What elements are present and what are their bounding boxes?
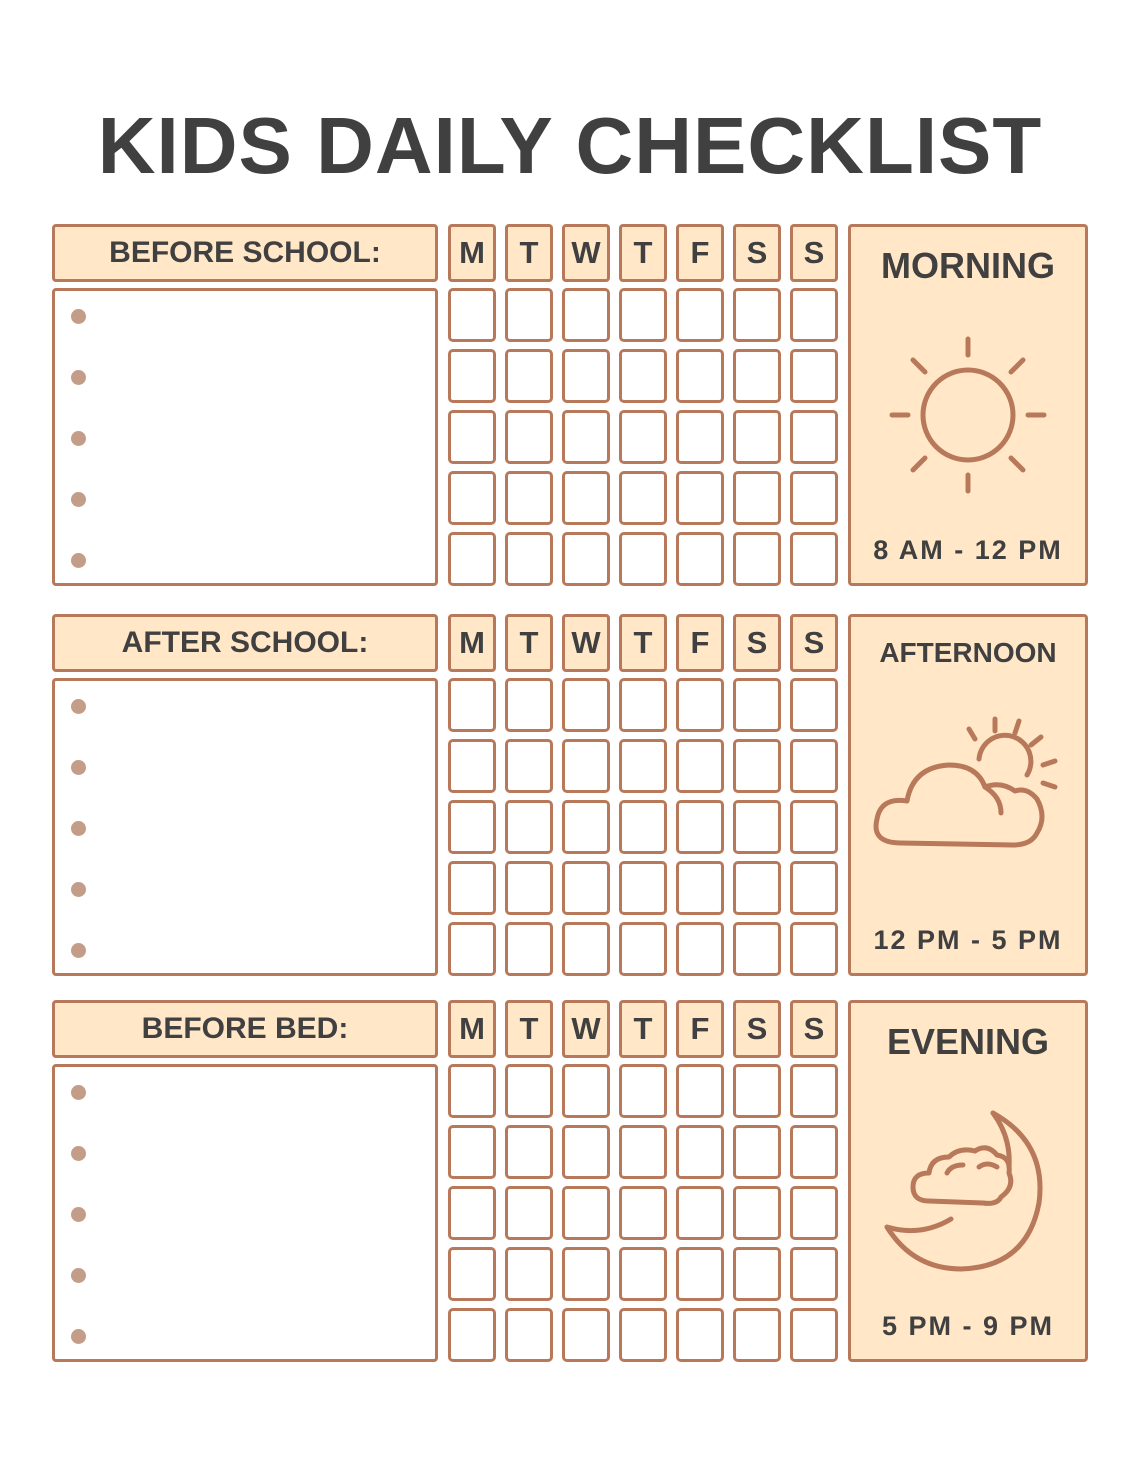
- checkbox[interactable]: [733, 678, 781, 732]
- bullet-dot: [71, 1329, 86, 1344]
- period-time: 12 PM - 5 PM: [873, 925, 1063, 955]
- bullet-dot: [71, 882, 86, 897]
- checkbox[interactable]: [505, 861, 553, 915]
- period-time: 5 PM - 9 PM: [881, 1311, 1055, 1341]
- page-title: KIDS DAILY CHECKLIST: [97, 101, 1043, 190]
- checkbox[interactable]: [448, 471, 496, 525]
- checkbox[interactable]: [505, 1186, 553, 1240]
- checkbox[interactable]: [448, 1247, 496, 1301]
- checkbox[interactable]: [733, 861, 781, 915]
- checkbox[interactable]: [790, 1125, 838, 1179]
- bullet-dot: [71, 553, 86, 568]
- checkbox[interactable]: [619, 532, 667, 586]
- checkbox[interactable]: [676, 1308, 724, 1362]
- checkbox[interactable]: [619, 1247, 667, 1301]
- checkbox[interactable]: [562, 410, 610, 464]
- bullet-dot: [71, 943, 86, 958]
- day-header: S: [790, 1000, 838, 1058]
- checkbox[interactable]: [505, 1125, 553, 1179]
- bullet-dot: [71, 1207, 86, 1222]
- period-time: 8 AM - 12 PM: [873, 535, 1063, 565]
- bullet-dot: [71, 492, 86, 507]
- checkbox[interactable]: [619, 288, 667, 342]
- checkbox[interactable]: [733, 532, 781, 586]
- checkbox[interactable]: [733, 739, 781, 793]
- checkbox[interactable]: [619, 678, 667, 732]
- checkbox[interactable]: [505, 349, 553, 403]
- checkbox[interactable]: [733, 410, 781, 464]
- checkbox[interactable]: [790, 1064, 838, 1118]
- checkbox[interactable]: [676, 349, 724, 403]
- checkbox[interactable]: [790, 410, 838, 464]
- day-header: S: [733, 224, 781, 282]
- checkbox[interactable]: [448, 922, 496, 976]
- checkbox[interactable]: [790, 1247, 838, 1301]
- checkbox[interactable]: [619, 1308, 667, 1362]
- checkbox[interactable]: [448, 288, 496, 342]
- checkbox[interactable]: [790, 349, 838, 403]
- task-list[interactable]: [52, 288, 438, 586]
- checkbox[interactable]: [505, 1247, 553, 1301]
- checkbox[interactable]: [562, 471, 610, 525]
- day-header: M: [448, 224, 496, 282]
- checkbox[interactable]: [448, 1308, 496, 1362]
- checkbox[interactable]: [676, 471, 724, 525]
- checkbox[interactable]: [448, 861, 496, 915]
- period-panel: [848, 1000, 1088, 1362]
- checkbox[interactable]: [790, 1308, 838, 1362]
- checkbox[interactable]: [619, 739, 667, 793]
- checkbox[interactable]: [562, 532, 610, 586]
- task-list[interactable]: [52, 1064, 438, 1362]
- checkbox[interactable]: [676, 1186, 724, 1240]
- checkbox[interactable]: [676, 800, 724, 854]
- checkbox[interactable]: [562, 739, 610, 793]
- checkbox[interactable]: [562, 1186, 610, 1240]
- period-panel: [848, 614, 1088, 976]
- period-title: MORNING: [881, 245, 1055, 286]
- day-header: S: [733, 1000, 781, 1058]
- checkbox[interactable]: [562, 922, 610, 976]
- checkbox[interactable]: [676, 410, 724, 464]
- checkbox[interactable]: [448, 739, 496, 793]
- cloud-sun-icon: [851, 713, 1085, 863]
- section-before-school: [52, 224, 1088, 586]
- bullet-dot: [71, 699, 86, 714]
- checkbox[interactable]: [505, 410, 553, 464]
- checkbox[interactable]: [505, 922, 553, 976]
- checkbox[interactable]: [790, 1186, 838, 1240]
- day-header: F: [676, 224, 724, 282]
- checkbox[interactable]: [562, 678, 610, 732]
- day-header: M: [448, 614, 496, 672]
- section-before-bed: [52, 1000, 1088, 1362]
- checkbox[interactable]: [676, 861, 724, 915]
- day-header: W: [562, 1000, 610, 1058]
- checkbox[interactable]: [790, 532, 838, 586]
- checkbox[interactable]: [505, 1308, 553, 1362]
- checkbox[interactable]: [505, 678, 553, 732]
- period-title: AFTERNOON: [879, 637, 1057, 668]
- sun-icon: [851, 327, 1085, 507]
- checkbox[interactable]: [619, 1186, 667, 1240]
- checkbox[interactable]: [562, 1247, 610, 1301]
- checkbox[interactable]: [448, 532, 496, 586]
- checkbox[interactable]: [733, 800, 781, 854]
- checkbox[interactable]: [448, 349, 496, 403]
- day-header: T: [505, 614, 553, 672]
- day-header: T: [505, 224, 553, 282]
- day-header: W: [562, 614, 610, 672]
- checkbox[interactable]: [790, 471, 838, 525]
- day-header: S: [790, 614, 838, 672]
- checkbox[interactable]: [676, 532, 724, 586]
- checkbox[interactable]: [505, 471, 553, 525]
- checkbox[interactable]: [790, 800, 838, 854]
- checkbox[interactable]: [562, 1308, 610, 1362]
- day-header: F: [676, 614, 724, 672]
- checkbox[interactable]: [790, 861, 838, 915]
- checkbox[interactable]: [619, 1125, 667, 1179]
- checkbox[interactable]: [505, 1064, 553, 1118]
- day-header: T: [619, 614, 667, 672]
- checkbox[interactable]: [619, 349, 667, 403]
- bullet-dot: [71, 1085, 86, 1100]
- checkbox[interactable]: [733, 1186, 781, 1240]
- day-header: F: [676, 1000, 724, 1058]
- checkbox[interactable]: [562, 1125, 610, 1179]
- checkbox[interactable]: [619, 922, 667, 976]
- day-header: T: [505, 1000, 553, 1058]
- checkbox[interactable]: [733, 1064, 781, 1118]
- section-label: BEFORE SCHOOL:: [52, 224, 438, 282]
- checkbox[interactable]: [448, 678, 496, 732]
- day-header: M: [448, 1000, 496, 1058]
- bullet-dot: [71, 309, 86, 324]
- checkbox[interactable]: [790, 288, 838, 342]
- checkbox[interactable]: [676, 678, 724, 732]
- bullet-dot: [71, 431, 86, 446]
- checkbox[interactable]: [562, 861, 610, 915]
- checkbox[interactable]: [619, 800, 667, 854]
- checkbox[interactable]: [448, 1064, 496, 1118]
- checkbox[interactable]: [562, 800, 610, 854]
- checkbox[interactable]: [676, 1247, 724, 1301]
- checkbox[interactable]: [619, 861, 667, 915]
- checkbox[interactable]: [505, 532, 553, 586]
- checkbox[interactable]: [448, 410, 496, 464]
- checkbox[interactable]: [733, 1308, 781, 1362]
- checkbox[interactable]: [790, 678, 838, 732]
- checkbox[interactable]: [676, 739, 724, 793]
- checkbox[interactable]: [505, 739, 553, 793]
- checkbox[interactable]: [448, 1125, 496, 1179]
- checkbox[interactable]: [733, 288, 781, 342]
- day-header: T: [619, 224, 667, 282]
- bullet-dot: [71, 370, 86, 385]
- checkbox[interactable]: [733, 1125, 781, 1179]
- section-after-school: [52, 614, 1088, 976]
- section-label: AFTER SCHOOL:: [52, 614, 438, 672]
- checkbox[interactable]: [448, 800, 496, 854]
- bullet-dot: [71, 1268, 86, 1283]
- checkbox[interactable]: [619, 410, 667, 464]
- bullet-dot: [71, 760, 86, 775]
- checkbox[interactable]: [733, 349, 781, 403]
- checkbox[interactable]: [733, 922, 781, 976]
- bullet-dot: [71, 821, 86, 836]
- day-header: S: [790, 224, 838, 282]
- checkbox[interactable]: [676, 288, 724, 342]
- checkbox[interactable]: [505, 288, 553, 342]
- section-label: BEFORE BED:: [52, 1000, 438, 1058]
- checkbox[interactable]: [733, 471, 781, 525]
- checkbox[interactable]: [619, 1064, 667, 1118]
- checkbox[interactable]: [562, 349, 610, 403]
- checkbox[interactable]: [676, 1064, 724, 1118]
- moon-cloud-icon: [851, 1103, 1085, 1283]
- checkbox[interactable]: [733, 1247, 781, 1301]
- day-header: W: [562, 224, 610, 282]
- checkbox[interactable]: [562, 288, 610, 342]
- day-header: T: [619, 1000, 667, 1058]
- checkbox[interactable]: [619, 471, 667, 525]
- checkbox[interactable]: [790, 739, 838, 793]
- checkbox[interactable]: [562, 1064, 610, 1118]
- checkbox[interactable]: [505, 800, 553, 854]
- checkbox[interactable]: [676, 922, 724, 976]
- bullet-dot: [71, 1146, 86, 1161]
- period-panel: [848, 224, 1088, 586]
- task-list[interactable]: [52, 678, 438, 976]
- checkbox[interactable]: [448, 1186, 496, 1240]
- period-title: EVENING: [886, 1021, 1050, 1062]
- checkbox[interactable]: [676, 1125, 724, 1179]
- day-header: S: [733, 614, 781, 672]
- checkbox[interactable]: [790, 922, 838, 976]
